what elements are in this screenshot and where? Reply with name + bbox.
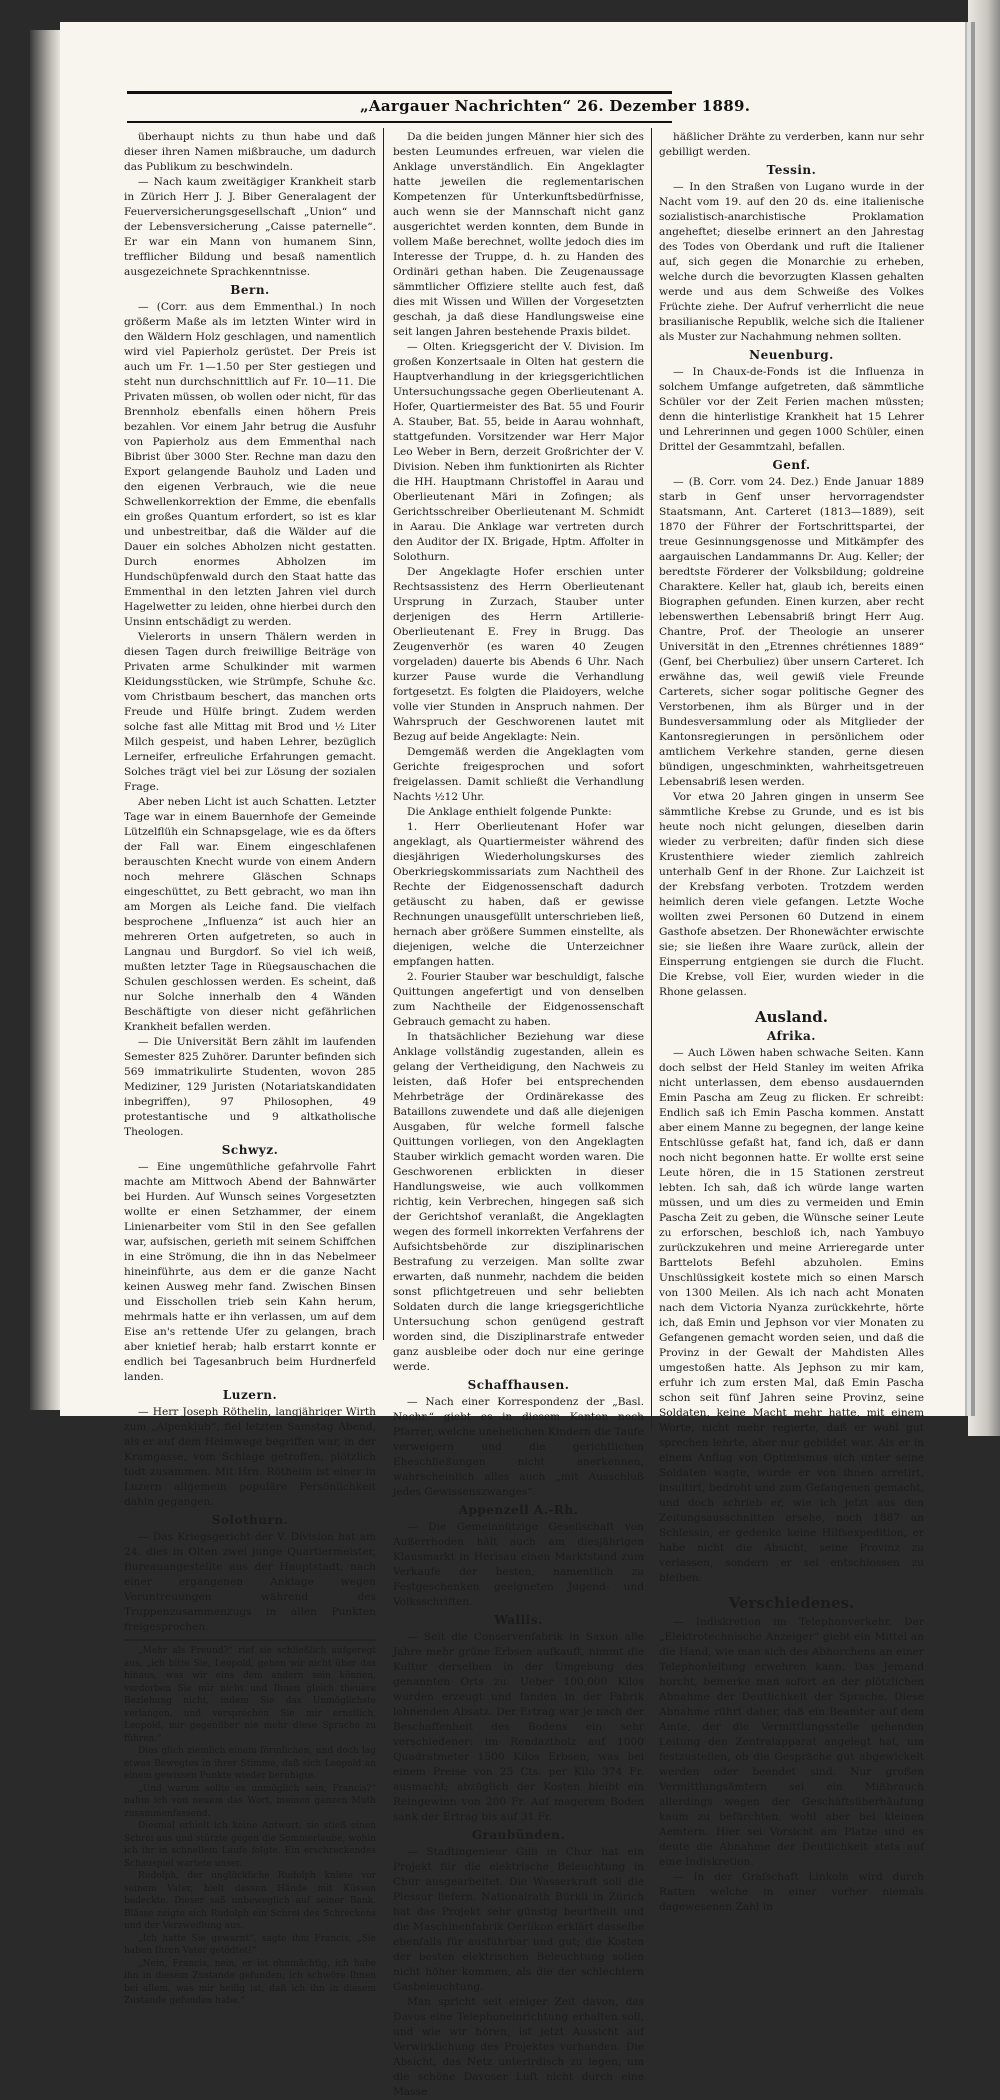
section-heading-luzern: Luzern. — [222, 1388, 278, 1402]
section-heading-tessin: Tessin. — [766, 163, 817, 177]
column-2 — [393, 130, 644, 2098]
feuilleton-text: Diesmal erhielt ich keine Antwort, sie stieß einen Schrei aus und stürzte gegen die Sommerlaube, wohin ich ihr in schnellem Laufe folgte. Ein erschreckendes Schauspiel wartete unser. — [124, 1821, 376, 1869]
feuilleton — [124, 1645, 376, 2008]
article-text: — Eine ungemüthliche gefahrvolle Fahrt machte am Mittwoch Abend der Bahnwärter bei Hurden. Auf Wunsch seines Vorgesetzten wollte er einen Setzhammer, der einem Linienarbeiter vom Stil in den See gefallen war, aufsischen, gerieth mit seinem Schiffchen in eine Strömung, die ihn in das Nebelmeer hineinführte, aus dem er die ganze Nacht keinen Ausweg mehr fand. Zwischen Binsen und Eisschollen trieb sein Kahn herum, mehrmals hatte er ihn verlassen, um auf dem Eise an's rettende Ufer zu gelangen, brach aber knietief herab; halb erstarrt konnte er endlich bei Tagesanbruch beim Hurdnerfeld landen. — [124, 1161, 376, 1383]
article-text: — Indiskretion im Telephonverkehr. Der „Elektrotechnische Anzeiger“ giebt ein Mittel an die Hand, wie man sich des Abhorchens an einer Telephonleitung erwehren kann. Das Jemand horcht, bemerke man sofort an der plötzlichen Abnahme der Deutlichkeit der Sprache. Diese Abnahme rührt daher, daß ein Beamter auf dem Amte, der die Vermittlungsstelle gehenden Leitung den Zentralapparat angelegt hat, um festzustellen, ob die Gespräche gut abgewickelt werden oder beendet sind. Nur großen Vermittlungsämtern sei ein Mißbrauch allerdings wegen der Geschäftsüberhäufung kaum zu befürchten, wohl aber bei kleinen Aemtern. Hier sei Vorsicht am Platze und es deute die Abnahme der Deutlichkeit stets auf eine Indiskretion. — [659, 1616, 924, 1868]
article-text: Da die beiden jungen Männer hier sich des besten Leumundes erfreuen, war vielen die Anklage unverständlich. Ein Angeklagter hatte jeweilen die reglementarischen Kompetenzen für Unterkunftsbedürfnisse, auch wenn sie der Mannschaft nicht ganz ausgerichtet werden konnten, dem Bunde in vollem Maße berechnet, wollte jedoch dies im Interesse der Truppe, d. h. zu Handen des Ordinäri gethan haben. Die Zeugenaussage sämmtlicher Offiziere stellte auch fest, daß dies mit Wissen und Willen der Vorgesetzten geschah, ja daß diese Handlungsweise eine seit langen Jahren bestehende Praxis bildet. — [393, 131, 644, 338]
feuilleton-text: Rudolph, der unglückliche Rudolph kniete vor seinem Vater, hielt dessen Hände mit Küssen bedeckte. Dieser saß unbeweglich auf seiner Bank. Blässe zeigte sich Rudolph ein Schrei des Schreckens und der Verzweiflung aus. — [124, 1871, 376, 1931]
feuilleton-rule — [124, 1639, 376, 1641]
article-text: Aber neben Licht ist auch Schatten. Letzter Tage war in einem Bauernhofe der Gemeinde Lützelflüh ein Schnapsgelage, wie es da öfters der Fall war. Einem eingeschlafenen berauschten Knecht wurde von einem Andern noch mehrere Gläschen Schnaps eingeschüttet, zu Bett gebracht, wo man ihn am Morgen als Leiche fand. Die vielfach besprochene „Influenza“ ist auch hier an mehreren Orten aufgetreten, so auch in Langnau und Burgdorf. So viel ich weiß, mußten letzter Tage in Rüegsauschachen die Schulen geschlossen werden. Es scheint, daß nur Solche innerhalb den 4 Wänden Beschäftigte von dieser nicht gefährlichen Krankheit befallen werden. — [124, 796, 376, 1033]
article-text: Demgemäß werden die Angeklagten vom Gerichte freigesprochen und sofort freigelassen. Damit schließt die Verhandlung Nachts ½12 Uhr. — [393, 746, 644, 803]
article-text: — Herr Joseph Röthelin, langjähriger Wirth zum „Alpenklub“, fiel letzten Samstag Abend, als er auf dem Heimwege begriffen war, in der Kramgasse, vom Schlage getroffen, plötzlich todt zusammen. Mit Hrn. Röthelin ist einer in Luzern allgemein populäre Persönlichkeit dahin gegangen. — [124, 1406, 376, 1508]
section-heading-ausland: Ausland. — [754, 1008, 829, 1026]
masthead-title: „Aargauer Nachrichten“ 26. Dezember 1889. — [360, 97, 751, 115]
article-text: In thatsächlicher Beziehung war diese Anklage vollständig zugestanden, allein es gelang der Vertheidigung, den Nachweis zu leisten, daß Hofer bei entsprechenden Mehrbeträge der Ordinärekasse des Bataillons zuwendete und daß alle diejenigen Ausgaben, für welche formell falsche Quittungen vorliegen, von den Angeklagten Stauber wirklich gemacht worden waren. Die Geschworenen erblickten in dieser Handlungsweise, wie auch vollkommen richtig, kein Verbrechen, hingegen saß sich der Gerichtshof veranlaßt, die Angeklagten wegen des formell inkorrekten Verfahrens der Aufsichtsbehörde zur disziplinarischen Bestrafung zu verzeigen. Man sollte zwar erwarten, daß nunmehr, nachdem die beiden sonst pflichtgetreuen und sehr beliebten Soldaten durch die lange kriegsgerichtliche Untersuchung schon genügend gestraft worden sind, die Disziplinarstrafe entweder ganz ausbleibe oder doch nur eine geringe werde. — [393, 1031, 644, 1373]
article-text: — Die Universität Bern zählt im laufenden Semester 825 Zuhörer. Darunter befinden sich 569 immatrikulirte Studenten, wovon 285 Mediziner, 129 Juristen (Notariatskandidaten inbegriffen), 97 Philosophen, 49 protestantische und 9 altkatholische Theologen. — [124, 1036, 376, 1138]
article-text: — In Chaux-de-Fonds ist die Influenza in solchem Umfange aufgetreten, daß sämmtliche Schüler vor der Zeit Ferien machen müssten; denn die hinterlistige Krankheit hat 15 Lehrer und Lehrerinnen und gegen 1000 Schüler, einen Drittel der Gesammtzahl, befallen. — [659, 366, 924, 453]
page-edge-stack — [968, 0, 1000, 1436]
section-heading-schwyz: Schwyz. — [221, 1143, 279, 1157]
article-text: — Stadtingenieur Gilli in Chur hat ein Projekt für die elektrische Beleuchtung in Chur ausgearbeitet. Die Wasserkraft soll die Plessur liefern. Nationalrath Bürkli in Zürich hat das Projekt sehr günstig beurtheilt und die Maschinenfabrik Oerlikon erklärt dasselbe ebenfalls für ausführbar und gut; die Kosten der besten elektrischen Beleuchtung sollen nicht höher kommen, als die der schlechtern Gasbeleuchtung. — [393, 1846, 644, 1993]
article-text: — Das Kriegsgericht der V. Division hat am 24. dies in Olten zwei junge Quartiermeister, Bureauangestellte aus der Hauptstadt, nach einer ergangenen Anklage wegen Veruntreuungen während des Truppenzusammenzugs in allen Punkten freigesprochen. — [124, 1531, 376, 1633]
column-divider-2 — [651, 128, 652, 1430]
page-fold-shadow — [30, 30, 60, 1410]
article-text: — (Corr. aus dem Emmenthal.) In noch größerm Maße als im letzten Winter wird in den Wäldern Holz geschlagen, und namentlich wird viel Papierholz gerüstet. Der Preis ist auch um Fr. 1—1.50 per Ster gestiegen und steht nun durchschnittlich auf Fr. 10—11. Die Privaten müssen, ob wollen oder nicht, für das Brennholz ebenfalls einen höhern Preis bezahlen. Vor einem Jahr betrug die Ausfuhr von Papierholz aus dem Emmenthal nach Bibrist über 3000 Ster. Rechne man dazu den Export gelangende Bauholz und Laden und den eigenen Verbrauch, wie die neue Schwellenkorrektion der Emme, die ebenfalls ein großes Quantum erfordert, so ist es klar und unbestreitbar, daß die Wälder auf die Dauer ein solches Abholzen nicht gestatten. Durch enormes Abholzen im Hundschüpfenwald durch den Staat hatte das Emmenthal in den letzten Jahren viel durch Hagelwetter zu leiden, ohne hierbei durch den Unsinn entschädigt zu werden. — [124, 301, 376, 628]
section-heading-graubuenden: Graubünden. — [471, 1828, 566, 1842]
section-heading-appenzell: Appenzell A.-Rh. — [458, 1503, 579, 1517]
article-text: — (B. Corr. vom 24. Dez.) Ende Januar 1889 starb in Genf unser hervorragendster Staatsmann, Ant. Carteret (1813—1889), seit 1870 der Führer der Fortschrittspartei, der treue Gesinnungsgenosse und Mitkämpfer des aargauischen Landammanns Dr. Aug. Keller; der beredtste Förderer der Volksbildung; goldreine Charaktere. Keller hat, glaub ich, bereits einen Biographen gefunden. Einen kurzen, aber recht lebenswerthen Lebensabriß bringt Herr Aug. Chantre, Prof. der Theologie an unserer Universität in den „Etrennes chrétiennes 1889“ (Genf, bei Cherbuliez) über unsern Carteret. Ich erwähne das, weil gewiß viele Freunde Carterets, sicher sogar politische Gegner des Verstorbenen, ihm als Bürger und in der Bundesversammlung oder als Mitglieder der Kantonsregierungen in persönlichem oder amtlichem Verkehre standen, gerne diesen bündigen, ungeschminkten, wahrheitsgetreuen Lebensabriß lesen werden. — [659, 476, 924, 788]
article-text: Man spricht seit einiger Zeit davon, das Davos eine Telephoneinrichtung erhalten soll, und wie wir hören, ist jetzt Aussicht auf Verwirklichung des Projektes vorhanden. Die Absicht, das Netz unterirdisch zu legen, um die schöne Davoser Luft nicht durch eine Masse — [393, 1996, 644, 2098]
section-heading-schaffhausen: Schaffhausen. — [467, 1378, 570, 1392]
article-text: 2. Fourier Stauber war beschuldigt, falsche Quittungen angefertigt und von denselben zum Nachtheile der Eidgenossenschaft Gebrauch gemacht zu haben. — [393, 971, 644, 1028]
article-text: — Nach einer Korrespondenz der „Basl. Nachr.“ giebt es in diesem Kanton noch Pfarrer, welche unehelichen Kindern die Taufe verweigern und die gerichtlichen Eheschließungen nicht anerkennen, wahrscheinlich alles auch „mit Ausschluß jedes Gewissenszwanges“. — [393, 1396, 644, 1498]
section-heading-wallis: Wallis. — [494, 1613, 543, 1627]
article-text: Der Angeklagte Hofer erschien unter Rechtsassistenz des Herrn Oberlieutenant Ursprung in Zurzach, Stauber unter derjenigen des Herrn Artillerie-Oberlieutenant E. Frey in Brugg. Das Zeugenverhör (es waren 40 Zeugen vorgeladen) dauerte bis Abends 6 Uhr. Nach kurzer Pause wurde die Verhandlung fortgesetzt. Es folgten die Plaidoyers, welche volle vier Stunden in Anspruch nahmen. Der Wahrspruch der Geschworenen lautet mit Bezug auf beide Angeklagte: Nein. — [393, 566, 644, 743]
section-heading-solothurn: Solothurn. — [211, 1513, 289, 1527]
article-text: — In der Grafschaft Linkoln wird durch Ratten welche in einer vorher niemals dagewesenen Zahl in — [659, 1871, 924, 1913]
article-text: überhaupt nichts zu thun habe und daß dieser ihren Namen mißbrauche, um dadurch das Publikum zu beschwindeln. — [124, 131, 376, 173]
feuilleton-text: „Nein, Francis, nein, er ist ohnmächtig, ich habe ihn in diesem Zustande gefunden; ich schwöre Ihnen bei allem, was mir heilig ist, daß ich ihn in diesem Zustande gefunden habe.“ — [124, 1958, 376, 2006]
article-text: — Olten. Kriegsgericht der V. Division. Im großen Konzertsaale in Olten hat gestern die Hauptverhandlung in der kriegsgerichtlichen Untersuchungssache gegen Oberlieutenant A. Hofer, Quartiermeister des Bat. 55 und Fourir A. Stauber, Bat. 55, beide in Aarau wohnhaft, stattgefunden. Vorsitzender war Herr Major Leo Weber in Bern, derzeit Großrichter der V. Division. Neben ihm funktionirten als Richter die HH. Hauptmann Christoffel in Aarau und Oberlieutenant Märi in Zofingen; als Gerichtsschreiber Oberlieutenant M. Schmidt in Aarau. Die Anklage war vertreten durch den Auditor der IX. Brigade, Hptm. Affolter in Solothurn. — [393, 341, 644, 563]
article-text: — Seit die Conservenfabrik in Saxon alle Jahre mehr grüne Erbsen aufkauft, nimmt die Kultur derselben in der Umgebung des genannten Orts zu. Ueber 100,000 Kilos wurden erzeugt und fanden in der Fabrik lohnenden Absatz. Der Ertrag war je nach der Beschaffenheit des Bodens ein sehr verschiedener: im Rendaztholz auf 1000 Quadratmeter 1500 Kilos Erbsen, was bei einem Preise von 25 Cts. per Kilo 374 Fr. ausmacht; abzüglich der Kosten bleibt ein Reingewinn von 200 Fr. Auf magerem Boden sank der Ertrag bis auf 31 Fr. — [393, 1631, 644, 1823]
column-3 — [659, 130, 924, 1913]
article-text: — Die Gemeinnützige Gesellschaft von Außerrhoden hält auch am diesjährigen Klausmarkt in Herisau einen Marktstand zum Verkaufe der besten, namentlich zu Festgeschenken geeigneten Jugend- und Volksschriften. — [393, 1521, 644, 1608]
header-rule-top — [127, 91, 672, 94]
feuilleton-text: Dies glich ziemlich einem förmlichen, und doch lag etwas Bewegtes in ihrer Stimme, daß sich Leopold an einem gewissen Punkte wieder beruhigte. — [124, 1746, 376, 1781]
article-text: häßlicher Drähte zu verderben, kann nur sehr gebilligt werden. — [659, 131, 924, 158]
article-text: Vor etwa 20 Jahren gingen in unserm See sämmtliche Krebse zu Grunde, und es ist bis heute noch nicht gelungen, dieselben darin wieder zu verbreiten; dafür finden sich diese Krustenthiere wieder ziemlich zahlreich unterhalb Genf in der Rhone. Zur Laichzeit ist der Krebsfang verboten. Trotzdem werden heimlich deren viele gefangen. Letzte Woche wollten zwei Personen 60 Dutzend in einem Gasthofe absetzen. Der Rhonewächter erwischte sie; sie ließen ihre Waare zurück, allein der Einsperrung entgiengen sie durch die Flucht. Die Krebse, voll Eier, wurden wieder in die Rhone gelassen. — [659, 791, 924, 998]
article-text: — Nach kaum zweitägiger Krankheit starb in Zürich Herr J. J. Biber Generalagent der Feuerversicherungsgesellschaft „Union“ und der Lebensversicherung „Caisse paternelle“. Er war ein Mann von humanem Sinn, trefflicher Bildung und besaß namentlich ausgezeichnete Sprachkenntnisse. — [124, 176, 376, 278]
section-heading-genf: Genf. — [772, 458, 811, 472]
header-rule-bottom — [127, 121, 672, 123]
column-1 — [124, 130, 376, 2006]
section-heading-afrika: Afrika. — [767, 1029, 816, 1043]
article-text: — In den Straßen von Lugano wurde in der Nacht vom 19. auf den 20 ds. eine italienische sozialistisch-anarchistische Proklamation angeheftet; dieselbe erinnert an den Jahrestag des Todes von Oberdank und ruft die Italiener auf, sich gegen die Monarchie zu erheben, welche durch die bevorzugten Klassen gehalten werde und aus dem Schweiße des Volkes Früchte ziehe. Der Aufruf verherrlicht die neue brasilianische Republik, welche sich die Italiener als Muster zur Nachahmung nehmen sollten. — [659, 181, 924, 343]
feuilleton-text: „Und warum sollte es unmöglich sein, Francis?“ nahm ich von neuem das Wort, meinen ganzen Muth zusammenfassend. — [124, 1783, 376, 1819]
feuilleton-text: „Ich hatte Sie gewarnt“, sagte ihm Francis, „Sie haben Ihren Vater getödtet!“ — [124, 1933, 376, 1956]
column-divider-1 — [383, 128, 384, 1340]
article-text: 1. Herr Oberlieutenant Hofer war angeklagt, als Quartiermeister während des diesjährigen Wiederholungskurses des Oberkriegskommissariats zum Nachtheil des Rechte der Eidgenossenschaft dadurch getäuscht zu haben, daß er gewisse Rechnungen unausgefüllt unterschrieben ließ, hernach aber größere Summen einstellte, als diejenigen, welche die Unterzeichner empfangen hatten. — [393, 821, 644, 968]
section-heading-neuenburg: Neuenburg. — [749, 348, 834, 362]
section-heading-bern: Bern. — [230, 283, 270, 297]
section-heading-verschiedenes: Verschiedenes. — [728, 1594, 855, 1612]
feuilleton-text: „Mehr als Freund?“ rief sie schließlich aufgeregt aus, „ich bitte Sie, Leopold, gehen wir nicht über das hinaus, was wir eins dem andern sein können, verdorben Sie mir nicht und Ihnen gleich theuere Beziehung nicht, indem Sie das Unmöglichste verlangen, und versprechen Sie mir ernstlich, Leopold, mir gegenüber nie mehr diese Sprache zu führen.“ — [124, 1646, 376, 1744]
article-text: Vielerorts in unsern Thälern werden in diesen Tagen durch freiwillige Beiträge von Privaten arme Schulkinder mit warmen Kleidungsstücken, wie Strümpfe, Schuhe &c. vom Christbaum beschert, das manchen orts Freude und Hülfe bringt. Zudem werden solche fast alle Mittag mit Brod und ½ Liter Milch gespeist, und haben Lehrer, bezüglich Lerneifer, erfreuliche Erfahrungen gemacht. Solches trägt viel bei zur Lösung der sozialen Frage. — [124, 631, 376, 793]
article-text: Die Anklage enthielt folgende Punkte: — [407, 806, 612, 818]
article-text: — Auch Löwen haben schwache Seiten. Kann doch selbst der Held Stanley im weiten Afrika nicht unterlassen, dem ebenso ausdauernden Emin Pascha am Zeug zu flicken. Er schreibt: Endlich saß ich Emin Pascha kommen. Anstatt aber einem Manne zu begegnen, der lange keine Entschlüsse gefaßt hat, fand ich, daß er dann noch nicht begonnen hatte. Er wollte erst seine Leute hören, die in 15 Stationen zerstreut lebten. Ich sah, daß ich würde lange warten müssen, und um dies zu vermeiden und Emin Pascha Zeit zu geben, die Wünsche seiner Leute zu erforschen, beschloß ich, nach Yambuyo zurückzukehren und meine Arrieregarde unter Barttelots Befehl abzuholen. Emins Unschlüssigkeit kostete mich so einen Marsch von 1300 Meilen. Als ich nach acht Monaten nach dem Victoria Nyanza zurückkehrte, hörte ich, daß Emin und Jephson vor vier Monaten zu Gefangenen gemacht worden seien, und daß die Provinz in der Gewalt der Mahdisten Alles umgestoßen hatte. Als Jephson zu mir kam, erfuhr ich zum ersten Mal, daß Emin Pascha schon seit fünf Jahren seine Provinz, seine Soldaten, keine Macht mehr hatte, mit einem Worte, nicht mehr regierte, daß er wohl gut sprechen lehrte, aber nur gebildet war. Als er in einem Anflug von Optimismus sich unter seine Soldaten wagte, wurde er von ihnen arretirt, insultirt, bedroht und zum Gefangenen gemacht, und doch schrieb er, wie ich jetzt aus den Zeitungsausschnitten ersehe, noch 1887 an Schlessin, er gedenke keine Hilfsexpedition, er habe nicht die Absicht, seine Provinz zu verlassen, sondern er sei entschlossen zu bleiben. — [659, 1047, 924, 1584]
